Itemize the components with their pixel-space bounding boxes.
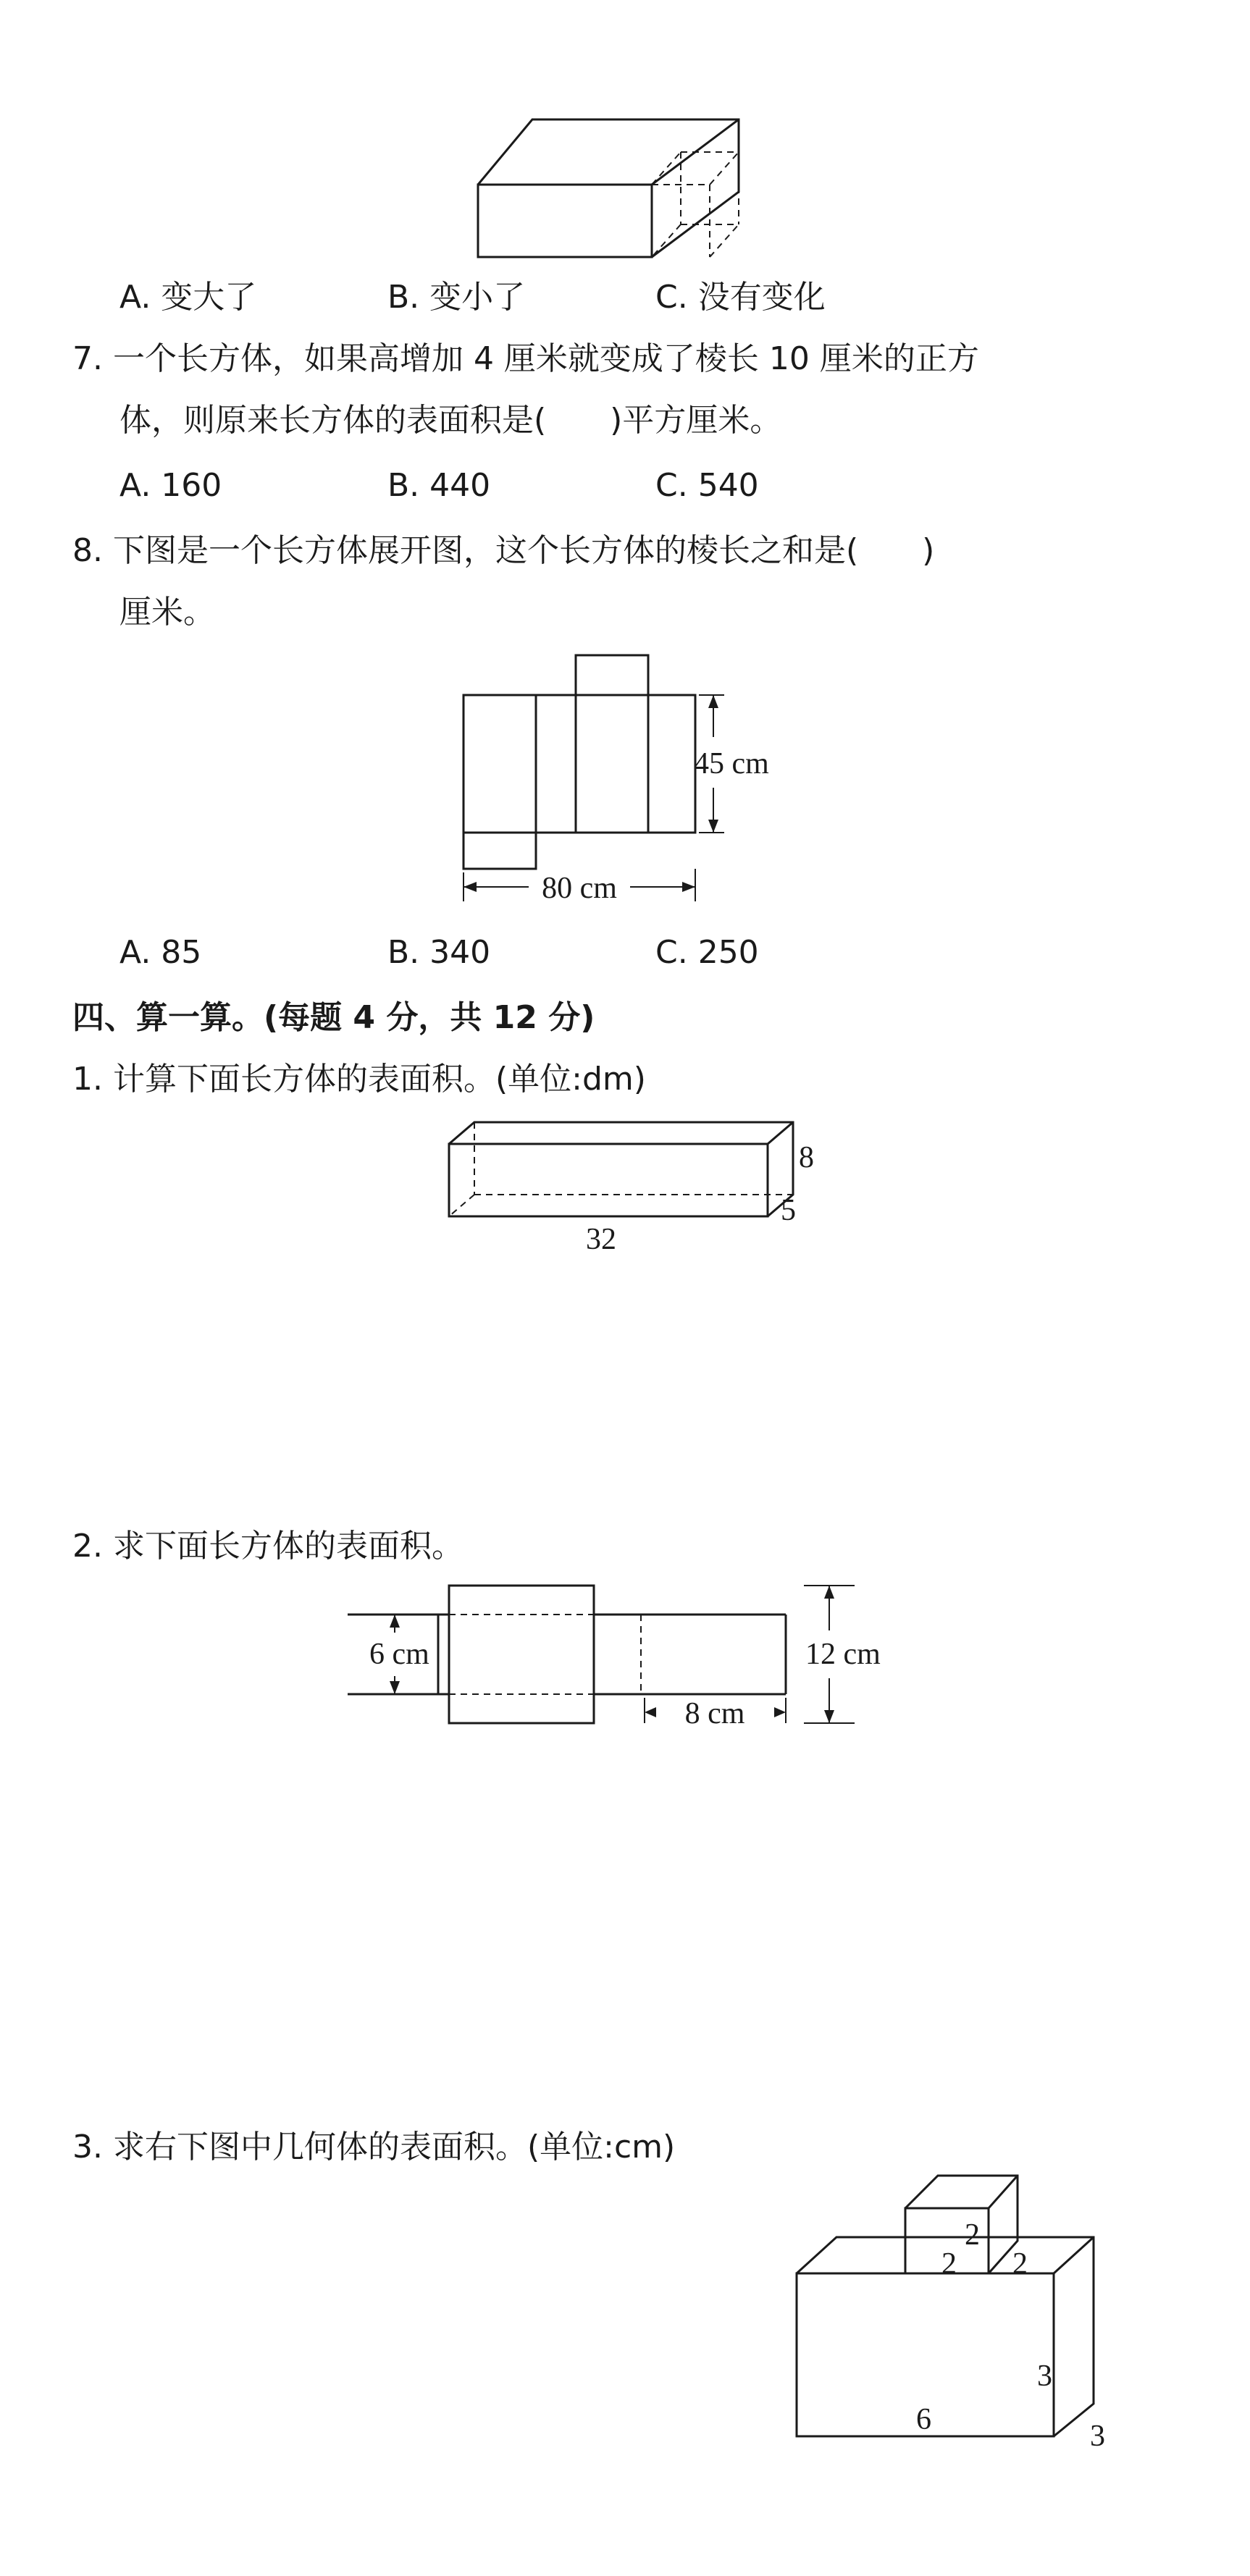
q7-option-b: B. 440 [387, 467, 491, 504]
problem-3-small-right-label: 2 [965, 2218, 980, 2252]
q8-question-line1: 8. 下图是一个长方体展开图，这个长方体的棱长之和是( ) [72, 532, 935, 569]
problem-2-net-figure [340, 1571, 905, 1738]
q7-question-line1: 7. 一个长方体，如果高增加 4 厘米就变成了棱长 10 厘米的正方 [72, 340, 979, 377]
problem-1-width-label: 5 [781, 1194, 796, 1227]
section-4-title: 四、算一算。(每题 4 分，共 12 分) [72, 999, 595, 1036]
problem-1-cuboid-figure [442, 1115, 818, 1260]
q8-net-figure [449, 644, 826, 919]
q8-height-label: 45 cm [694, 747, 769, 780]
q8-option-b: B. 340 [387, 934, 491, 971]
problem-2-text: 2. 求下面长方体的表面积。 [72, 1528, 463, 1565]
problem-3-small-front-label: 2 [941, 2247, 957, 2281]
problem-2-right-label: 12 cm [805, 1638, 881, 1671]
problem-3-big-length-label: 6 [916, 2403, 931, 2436]
problem-1-height-label: 8 [799, 1141, 814, 1174]
problem-3-big-depth-label: 3 [1090, 2420, 1105, 2453]
q7-question-line2: 体，则原来长方体的表面积是( )平方厘米。 [119, 402, 782, 439]
problem-3-solid-figure [782, 2165, 1188, 2454]
problem-3-big-height-label: 3 [1037, 2360, 1052, 2393]
q8-option-a: A. 85 [119, 934, 202, 971]
q8-question-line2: 厘米。 [119, 594, 215, 631]
q7-option-a: A. 160 [119, 467, 222, 504]
q6-option-c: C. 没有变化 [655, 279, 826, 316]
q6-option-a: A. 变大了 [119, 279, 257, 316]
problem-2-bottom-label: 8 cm [684, 1697, 745, 1730]
q6-option-b: B. 变小了 [387, 279, 526, 316]
q7-option-c: C. 540 [655, 467, 759, 504]
problem-2-left-label: 6 cm [369, 1638, 429, 1671]
problem-3-text: 3. 求右下图中几何体的表面积。(单位:cm) [72, 2129, 676, 2165]
q8-width-label: 80 cm [542, 872, 617, 905]
problem-3-small-depth-label: 2 [1012, 2247, 1028, 2281]
q6-figure [463, 109, 768, 268]
q8-option-c: C. 250 [655, 934, 759, 971]
problem-1-text: 1. 计算下面长方体的表面积。(单位:dm) [72, 1061, 646, 1098]
problem-1-length-label: 32 [586, 1223, 616, 1256]
